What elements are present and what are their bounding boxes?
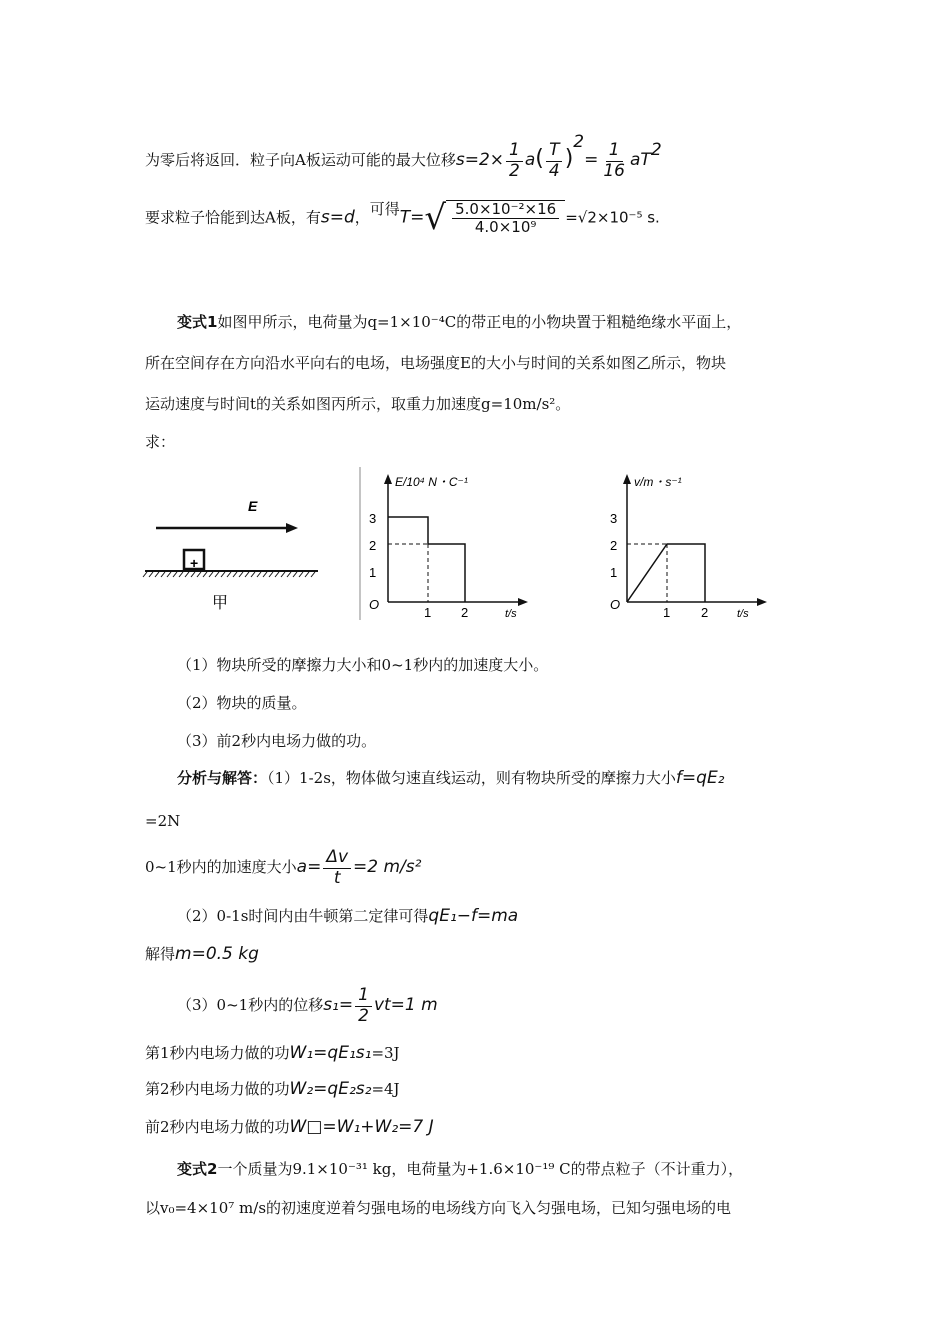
x-tick-1: 1	[663, 605, 671, 620]
line-reach-plate: 要求粒子恰能到达A板，有s=d，可得T= √ $\frac{\text{5.0×10⁻²×16}}{\text{4.0×10⁹}}$ =√2×10⁻⁵ s.	[145, 198, 660, 238]
question-1: （1）物块所受的摩擦力大小和0~1秒内的加速度大小。	[177, 656, 549, 674]
x-tick-2: 2	[701, 605, 709, 620]
variant1-para-line3: 运动速度与时间t的关系如图丙所示，取重力加速度g=10m/s²。	[145, 395, 571, 413]
y-tick-3: 3	[610, 511, 618, 526]
sqrt-expression: √ $\frac{\text{5.0×10⁻²×16}}{\text{4.0×10⁹}}$	[424, 198, 565, 239]
x-axis-arrow	[518, 598, 528, 606]
question-3: （3）前2秒内电场力做的功。	[177, 732, 377, 750]
y-axis-label: v/m・s⁻¹	[634, 475, 682, 489]
figure-jia	[140, 490, 330, 620]
variant2-label: 变式2	[177, 1160, 218, 1178]
figure-yi	[345, 462, 530, 624]
answer-work-total: 前2秒内电场力做的功W□=W₁+W₂=7 J	[145, 1117, 434, 1137]
variant2-para-line2: 以v₀=4×10⁷ m/s的初速度逆着匀强电场的电场线方向飞入匀强电场，已知匀强电场的电	[145, 1199, 732, 1217]
fraction-t-over-4: $\frac{T}{4}$	[546, 141, 563, 181]
y-tick-1: 1	[369, 565, 377, 580]
block-plus-sign: +	[190, 555, 199, 571]
fraction-delta-v-over-t: $\frac{\Delta v}{t}$	[323, 848, 351, 888]
text-max-displacement: 为零后将返回．粒子向A板运动可能的最大位移	[145, 151, 456, 169]
question-2: （2）物块的质量。	[177, 694, 307, 712]
formula-lhs: s=2×	[455, 150, 505, 170]
y-axis-label: E/10⁴ N・C⁻¹	[395, 475, 468, 489]
variant2-para-line1: 变式2一个质量为9.1×10⁻³¹ kg，电荷量为+1.6×10⁻¹⁹ C的带点粒子（不计重力），	[177, 1160, 744, 1178]
answer-acceleration: 0~1秒内的加速度大小a= $\frac{\Delta v}{t}$ =2 m/s²	[145, 847, 422, 888]
figure-bing	[590, 462, 775, 624]
fraction-half-2: $\frac{1}{2}$	[355, 986, 372, 1026]
origin-label: O	[610, 597, 621, 612]
answer-displacement: （3）0~1秒内的位移s₁= $\frac{1}{2}$ vt=1 m	[177, 985, 438, 1026]
answer-mass: 解得m=0.5 kg	[145, 944, 259, 964]
origin-label: O	[369, 597, 380, 612]
y-tick-1: 1	[610, 565, 618, 580]
x-axis-label: t/s	[737, 608, 749, 620]
variant1-para-line1: 变式1如图甲所示，电荷量为q=1×10⁻⁴C的带正电的小物块置于粗糙绝缘水平面上，	[177, 313, 742, 331]
text-reach-plate: 要求粒子恰能到达A板，有	[145, 208, 321, 227]
fraction-half: $\frac{1}{2}$	[506, 141, 523, 181]
field-arrowhead	[286, 523, 298, 533]
velocity-curve	[627, 544, 705, 602]
field-label-e: E	[248, 498, 258, 514]
y-axis-arrow	[384, 474, 392, 484]
answer-line-1-tail: =2N	[145, 812, 181, 830]
y-axis-arrow	[623, 474, 631, 484]
y-tick-2: 2	[369, 538, 377, 553]
answer-newton-law: （2）0-1s时间内由牛顿第二定律可得qE₁−f=ma	[177, 906, 519, 926]
variant1-label: 变式1	[177, 313, 218, 331]
variant1-qiu: 求：	[145, 433, 176, 451]
y-tick-3: 3	[369, 511, 377, 526]
e-field-step-curve	[388, 517, 465, 602]
x-axis-arrow	[757, 598, 767, 606]
variant1-para-line2: 所在空间存在方向沿水平向右的电场，电场强度E的大小与时间的关系如图乙所示，物块	[145, 354, 726, 372]
line-max-displacement: 为零后将返回．粒子向A板运动可能的最大位移s=2× $\frac{1}{2}$ a( $\frac{T}{4}$ )$^2$= $\frac{1}{16}$ $aT^2$	[145, 132, 662, 181]
answer-work-1: 第1秒内电场力做的功W₁=qE₁s₁=3J	[145, 1043, 400, 1063]
x-tick-2: 2	[461, 605, 469, 620]
ground-hatching	[143, 572, 315, 577]
x-axis-label: t/s	[505, 608, 517, 620]
answer-work-2: 第2秒内电场力做的功W₂=qE₂s₂=4J	[145, 1079, 400, 1099]
answer-label: 分析与解答：	[177, 769, 268, 787]
x-tick-1: 1	[424, 605, 432, 620]
figure-jia-caption: 甲	[212, 595, 229, 612]
answer-line-1: 分析与解答：（1）1-2s，物体做匀速直线运动，则有物块所受的摩擦力大小f=qE₂	[177, 768, 725, 788]
y-tick-2: 2	[610, 538, 618, 553]
fraction-one-sixteenth: $\frac{1}{16}$	[603, 139, 625, 181]
